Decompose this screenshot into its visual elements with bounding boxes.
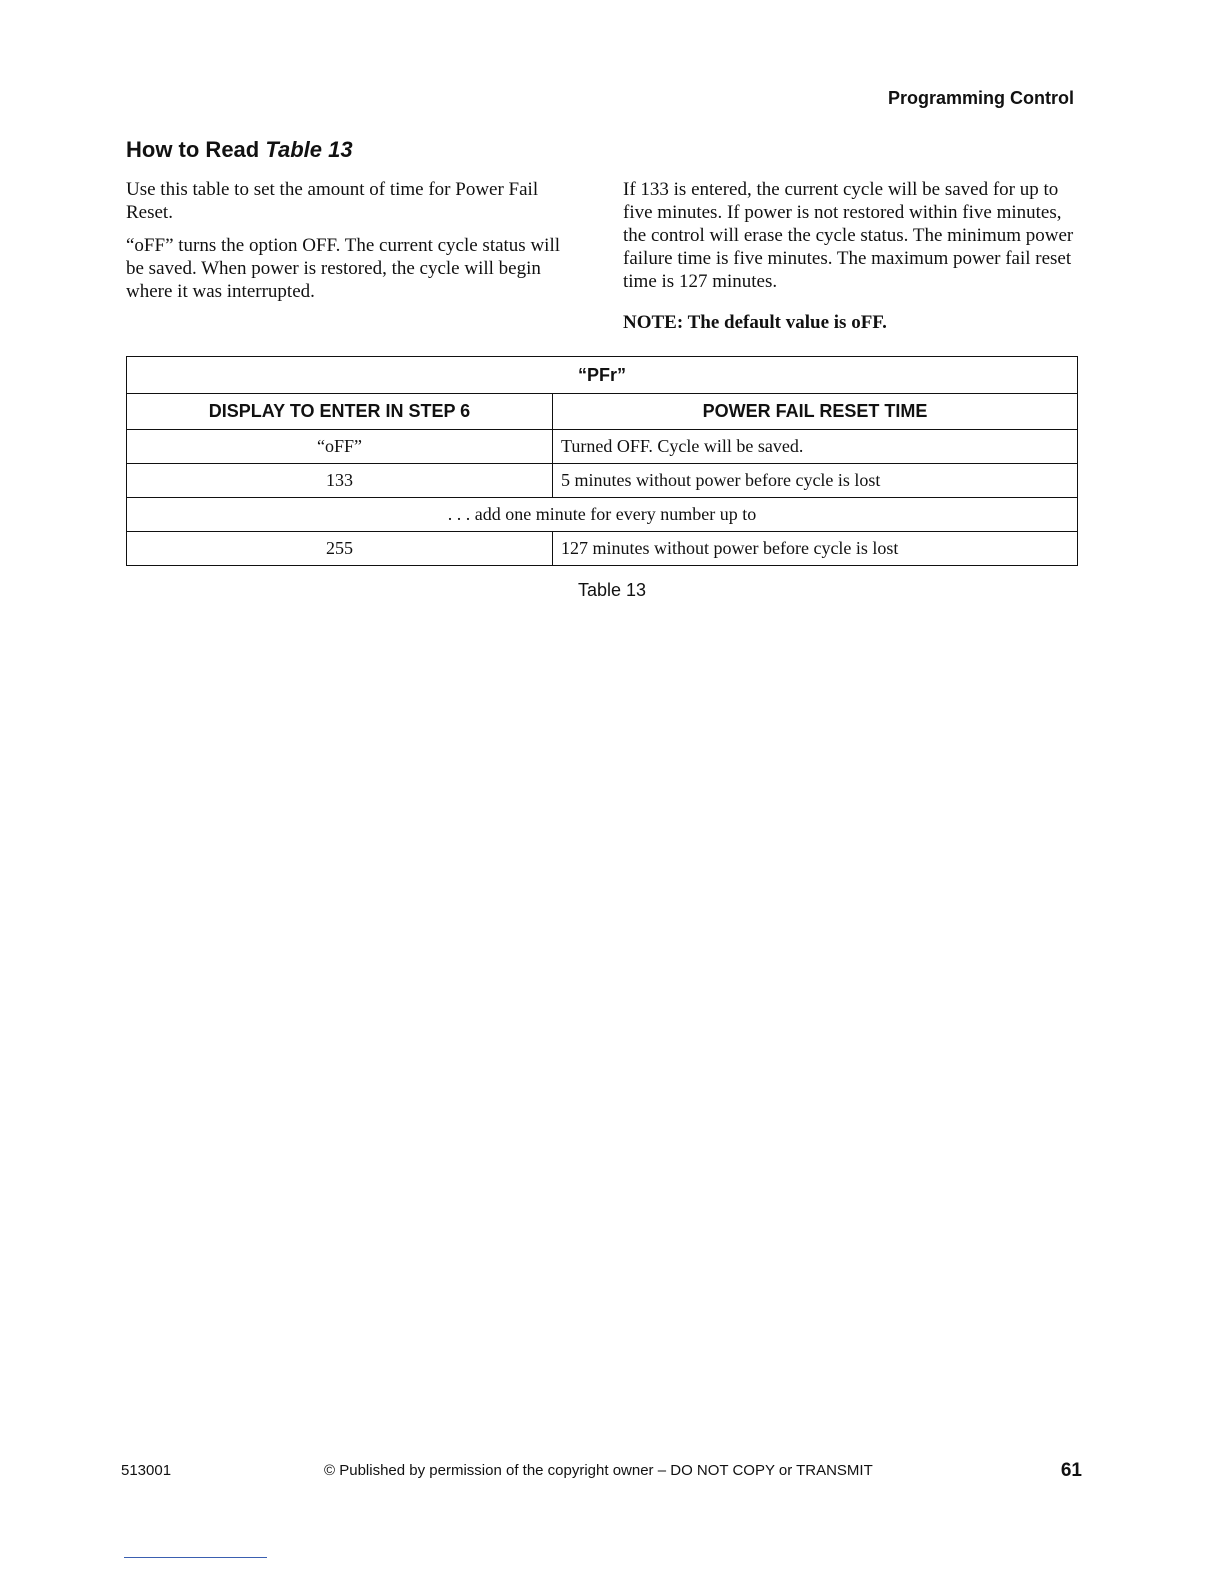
table-title: “PFr” [127, 357, 1078, 394]
bottom-divider [124, 1557, 267, 1558]
paragraph: If 133 is entered, the current cycle will be saved for up to five minutes. If power is not restored within five minutes, the control will erase the cycle status. The minimum power failure time is five minutes. The maximum power fail reset time is 127 minutes. [623, 179, 1074, 292]
pfr-table [126, 356, 1078, 566]
span-cell: . . . add one minute for every number up to [127, 498, 1078, 532]
table-row [127, 464, 1078, 498]
paragraph: “oFF” turns the option OFF. The current cycle status will be saved. When power is restored, the cycle will begin where it was interrupted. [126, 235, 561, 302]
section-title-emphasis: Table 13 [265, 137, 353, 162]
time-cell: 127 minutes without power before cycle is lost [553, 532, 1078, 566]
table-header-row [127, 394, 1078, 430]
table-row [127, 532, 1078, 566]
time-cell: Turned OFF. Cycle will be saved. [553, 430, 1078, 464]
document-number: 513001 [121, 1462, 172, 1479]
display-cell: “oFF” [127, 430, 553, 464]
table-caption: Table 13 [577, 580, 647, 600]
time-cell: 5 minutes without power before cycle is lost [553, 464, 1078, 498]
table-span-row [127, 498, 1078, 532]
page-number: 61 [1060, 1460, 1082, 1481]
default-note: NOTE: The default value is oFF. [623, 312, 887, 333]
display-cell: 133 [127, 464, 553, 498]
paragraph: Use this table to set the amount of time for Power Fail Reset. [126, 179, 539, 223]
column-header-display: DISPLAY TO ENTER IN STEP 6 [127, 394, 553, 430]
left-column [126, 178, 581, 313]
column-header-time: POWER FAIL RESET TIME [553, 394, 1078, 430]
table-row [127, 430, 1078, 464]
page-footer [0, 1460, 1224, 1484]
right-column [623, 178, 1078, 344]
display-cell: 255 [127, 532, 553, 566]
running-head: Programming Control [887, 88, 1074, 108]
copyright-notice: © Published by permission of the copyright owner – DO NOT COPY or TRANSMIT [324, 1462, 873, 1479]
table-title-row [127, 357, 1078, 394]
section-title [126, 137, 353, 163]
section-title-prefix: How to Read [126, 137, 266, 162]
